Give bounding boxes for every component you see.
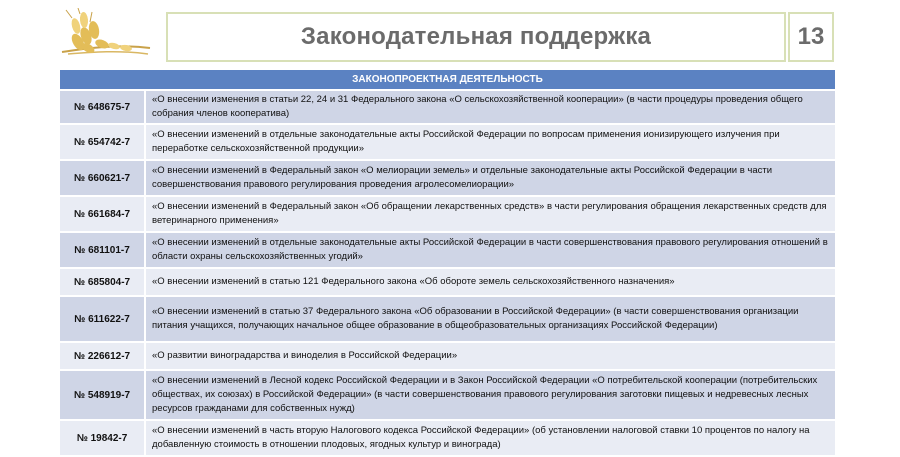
bill-number: № 660621-7	[60, 161, 144, 195]
bill-title: «О внесении изменений в часть вторую Налогового кодекса Российской Федерации» (об установлении налоговой ставки 10 процентов по налогу на добавленную стоимость в отношении плодовых, ягодных культур и винограда)	[146, 421, 835, 455]
table-row	[60, 421, 835, 455]
bill-number: № 226612-7	[60, 343, 144, 369]
table-row	[60, 371, 835, 419]
bill-title: «О развитии виноградарства и виноделия в Российской Федерации»	[146, 343, 835, 369]
table-row	[60, 297, 835, 341]
bill-title: «О внесении изменения в статьи 22, 24 и 31 Федерального закона «О сельскохозяйственной кооперации» (в части процедуры проведения общего собрания членов кооператива)	[146, 91, 835, 123]
title-box	[166, 12, 786, 62]
bill-number: № 19842-7	[60, 421, 144, 455]
table-row	[60, 91, 835, 123]
wheat-logo-icon	[58, 8, 154, 62]
bill-title: «О внесении изменений в статью 121 Федерального закона «Об обороте земель сельскохозяйственного назначения»	[146, 269, 835, 295]
bill-title: «О внесении изменений в отдельные законодательные акты Российской Федерации в части совершенствования правового регулирования отношений в области охраны сельскохозяйственных угодий»	[146, 233, 835, 267]
bill-number: № 654742-7	[60, 125, 144, 159]
page-title: Законодательная поддержка	[300, 23, 652, 50]
bill-title: «О внесении изменений в отдельные законодательные акты Российской Федерации по вопросам применения ионизирующего излучения при переработке сельскохозяйственной продукции»	[146, 125, 835, 159]
table-row	[60, 343, 835, 369]
bill-title: «О внесении изменений в статью 37 Федерального закона «Об образовании в Российской Федерации» (в части совершенствования организации питания учащихся, получающих начальное общее образование в общеобразовательных организациях Российской Федерации)	[146, 297, 835, 341]
table-row	[60, 161, 835, 195]
table-row	[60, 269, 835, 295]
bill-number: № 685804-7	[60, 269, 144, 295]
slide-number-box	[788, 12, 834, 62]
bill-number: № 661684-7	[60, 197, 144, 231]
slide-number: 13	[797, 23, 825, 50]
bill-number: № 681101-7	[60, 233, 144, 267]
bill-title: «О внесении изменений в Федеральный закон «Об обращении лекарственных средств» в части регулирования обращения лекарственных средств для ветеринарного применения»	[146, 197, 835, 231]
bill-number: № 648675-7	[60, 91, 144, 123]
bill-number: № 611622-7	[60, 297, 144, 341]
bill-title: «О внесении изменений в Федеральный закон «О мелиорации земель» и отдельные законодательные акты Российской Федерации в части совершенствования правового регулирования проведения агролесомелиорации»	[146, 161, 835, 195]
table-row	[60, 197, 835, 231]
bill-number: № 548919-7	[60, 371, 144, 419]
section-header: ЗАКОНОПРОЕКТНАЯ ДЕЯТЕЛЬНОСТЬ	[60, 70, 835, 89]
bill-title: «О внесении изменений в Лесной кодекс Российской Федерации и в Закон Российской Федерации «О потребительской кооперации (потребительских обществах, их союзах) в Российской Федерации» (в части совершенствования правового регулирования заготовки пищевых и недревесных лесных ресурсов гражданами для собственных нужд)	[146, 371, 835, 419]
table-row	[60, 125, 835, 159]
bills-table	[60, 91, 835, 457]
table-row	[60, 233, 835, 267]
